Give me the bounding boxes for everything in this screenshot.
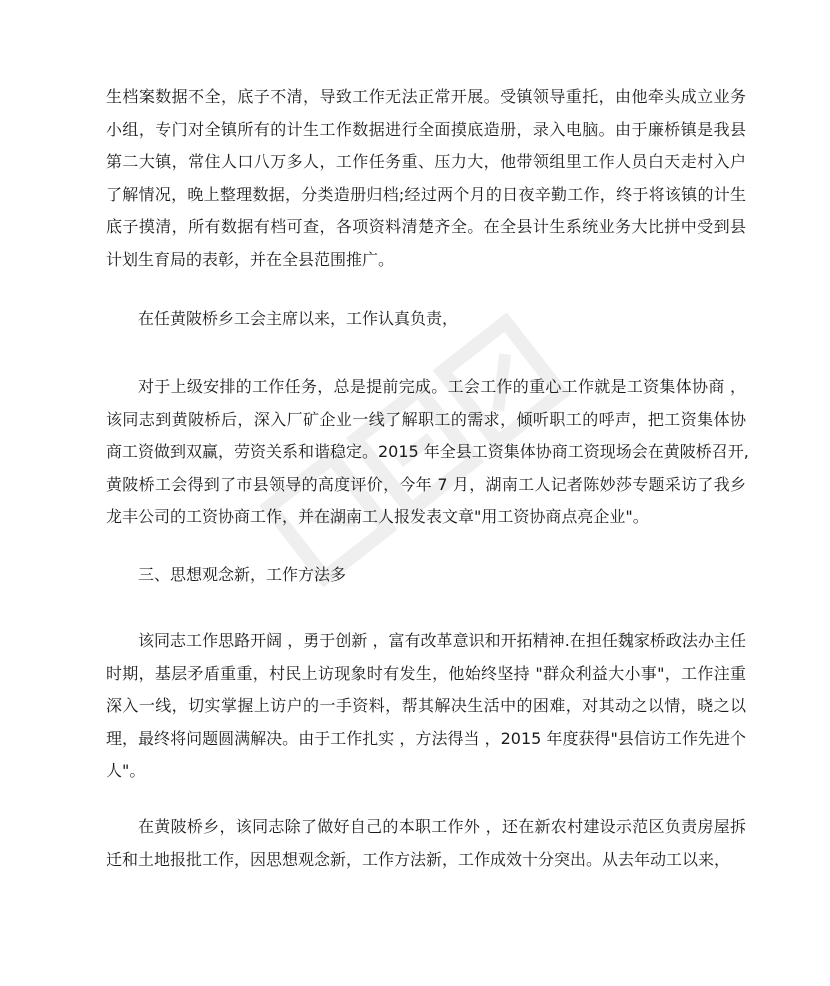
text-line: 该同志到黄陂桥后，深入厂矿企业一线了解职工的需求，倾听职工的呼声，把工资集体协 [106,409,746,429]
paragraph-5 [106,625,746,788]
text-line: 对于上级安排的工作任务，总是提前完成。工会工作的重心工作就是工资集体协商 ， [138,377,746,396]
text-line: 底子摸清，所有数据有档可查，各项资料清楚齐全。在全县计生系统业务大比拼中受到县 [106,217,746,237]
text-line: 生档案数据不全，底子不清，导致工作无法正常开展。受镇领导重托，由他牵头成立业务 [106,87,746,106]
text-line: 龙丰公司的工资协商工作，并在湖南工人报发表文章"用工资协商点亮企业"。 [106,507,649,527]
section-heading [106,559,746,592]
text-line: 商工资做到双赢，劳资关系和谐稳定。2015 年全县工资集体协商工资现场会在黄陂桥召开, [106,442,749,462]
text-line: 在任黄陂桥乡工会主席以来，工作认真负责， [138,309,459,328]
text-line: 小组，专门对全镇所有的计生工作数据进行全面摸底造册，录入电脑。由于廉桥镇是我县 [106,119,746,139]
text-line: 深入一线，切实掌握上访户的一手资料，帮其解决生活中的困难，对其动之以情，晓之以 [106,696,746,716]
text-line: 第二大镇，常住人口八万多人，工作任务重、压力大，他带领组里工作人员白天走村入户 [106,152,746,172]
text-line: 该同志工作思路开阔 ，勇于创新 ，富有改革意识和开拓精神.在担任魏家桥政法办主任 [138,631,746,650]
paragraph-1 [106,81,746,277]
text-line: 了解情况，晚上整理数据，分类造册归档;经过两个月的日夜辛勤工作，终于将该镇的计生 [106,184,746,204]
text-line: 迁和土地报批工作，因思想观念新，工作方法新，工作成效十分突出。从去年动工以来， [106,849,731,869]
text-line: 理，最终将问题圆满解决。由于工作扎实 ，方法得当 ，2015 年度获得"县信访工作先进个 [106,728,746,748]
text-line: 时期，基层矛盾重重，村民上访现象时有发生，他始终坚持 "群众利益大小事"，工作注重 [106,663,746,683]
paragraph-2 [106,303,746,336]
text-line: 计划生育局的表彰，并在全县范围推广。 [106,249,395,269]
paragraph-3 [106,371,749,534]
text-line: 黄陂桥工会得到了市县领导的高度评价，今年 7 月，湖南工人记者陈妙莎专题采访了我乡 [106,474,746,494]
text-line: 人"。 [106,761,146,781]
text-line: 三、思想观念新，工作方法多 [138,565,347,584]
paragraph-6 [106,811,746,876]
text-line: 在黄陂桥乡，该同志除了做好自己的本职工作外 ，还在新农村建设示范区负责房屋拆 [138,817,746,836]
